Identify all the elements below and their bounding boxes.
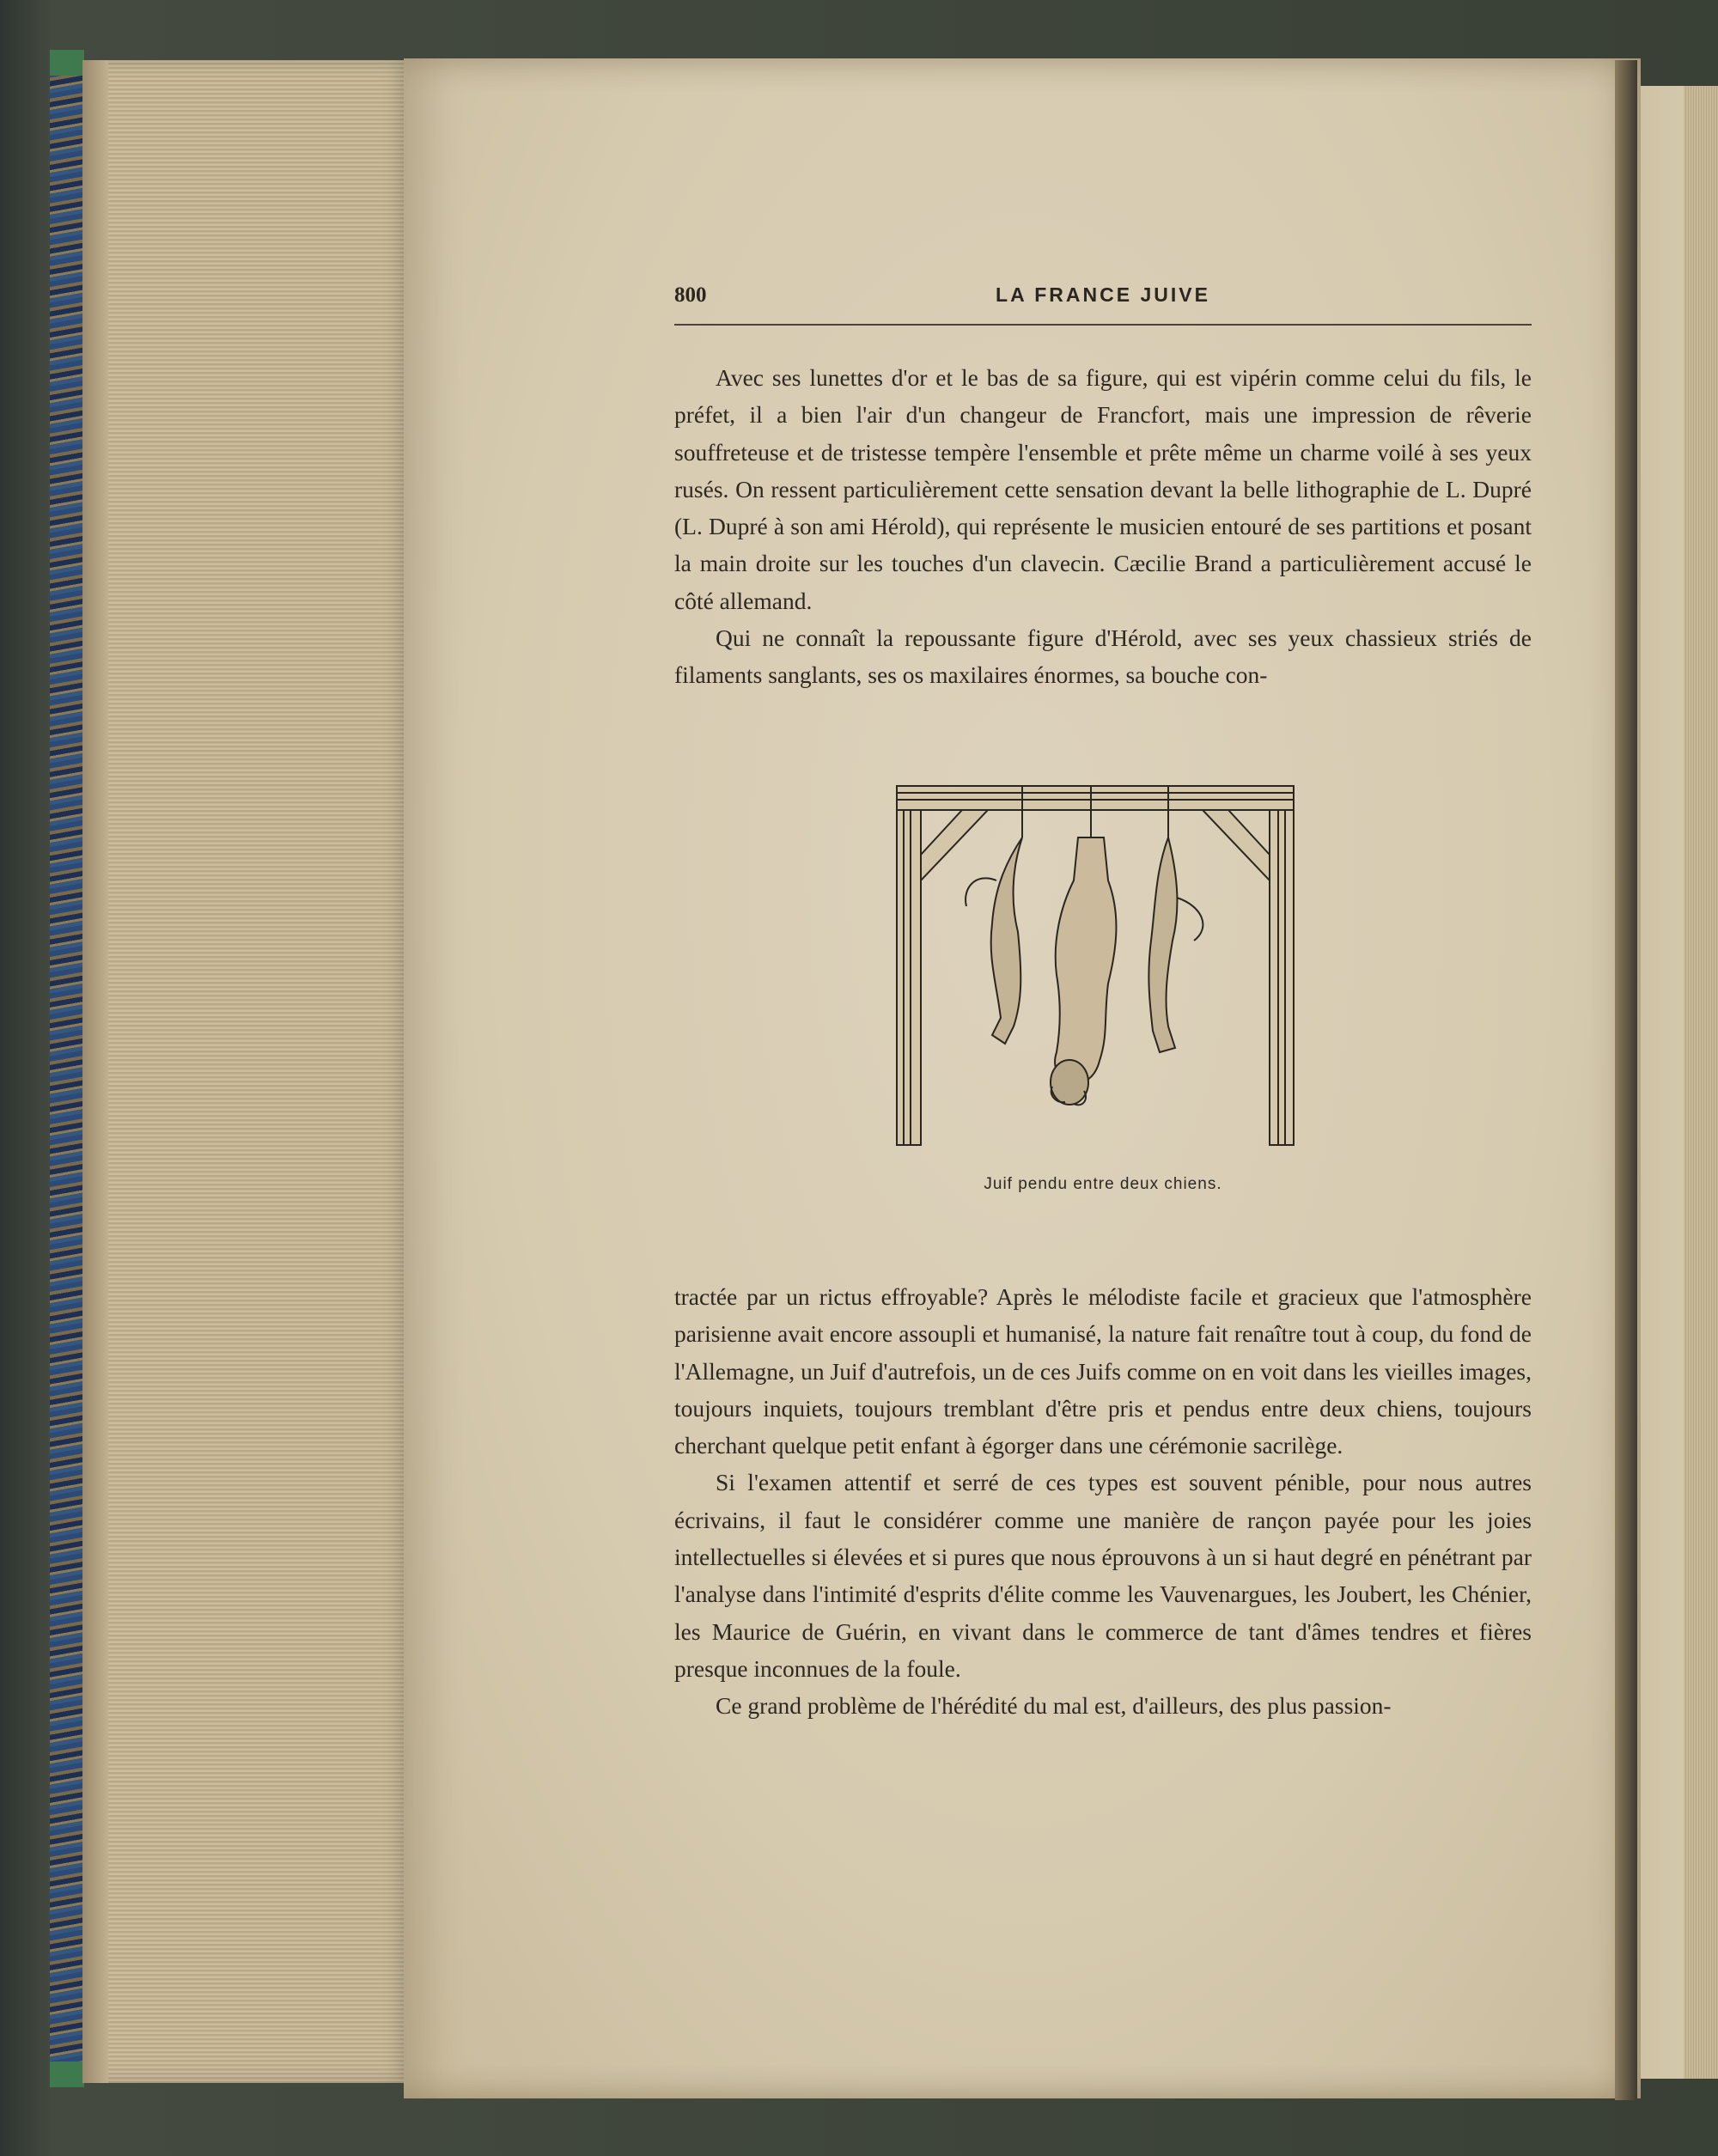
- engraving-illustration: [893, 777, 1297, 1147]
- header-rule: [674, 324, 1532, 326]
- paragraph: tractée par un rictus effroyable? Après le mélodiste facile et gracieux que l'atmosphère parisienne avait encore assoupli et humanisé, la nature fait renaître tout à coup, du fond de l'Allemagne, un Juif d'autrefois, un de ces Juifs comme on en voit dans les vieilles images, toujours inquiets, toujours tremblant d'être pris et pendus entre deux chiens, toujours cherchant quelque petit enfant à égorger dans une cérémonie sacrilège.: [674, 1283, 1532, 1459]
- running-title: LA FRANCE JUIVE: [996, 283, 1210, 306]
- paragraph: Ce grand problème de l'hérédité du mal est, d'ailleurs, des plus passion-: [716, 1692, 1392, 1720]
- paragraph: Avec ses lunettes d'or et le bas de sa figure, qui est vipérin comme celui du fils, le préfet, il a bien l'air d'un changeur de Francfort, mais une impression de rêverie souffreteuse et de tristesse tempère l'ensemble et prête même un charme voilé à ses yeux rusés. On ressent particulièrement cette sensation devant la belle lithographie de L. Dupré (L. Dupré à son ami Hérold), qui représente le musicien entouré de ses partitions et posant la main droite sur les touches d'un clavecin. Cæcilie Brand a particulièrement accusé le côté allemand.: [674, 364, 1532, 614]
- page-edges-shadow: [82, 60, 108, 2083]
- page-number: 800: [674, 283, 707, 307]
- cover-corner-bottom: [50, 2062, 84, 2087]
- facing-page-edges: [1684, 86, 1718, 2079]
- marbled-spine: [50, 52, 84, 2087]
- running-head: [674, 283, 1532, 318]
- cover-corner-top: [50, 50, 84, 76]
- page-edges-stack: [82, 60, 409, 2083]
- text-block-bottom: [674, 1278, 1532, 1725]
- paragraph: Qui ne connaît la repoussante figure d'Hérold, avec ses yeux chassieux striés de filaments sanglants, ses os maxilaires énormes, sa bouche con-: [674, 624, 1532, 689]
- book-gutter: [1615, 60, 1637, 2100]
- figure-caption: Juif pendu entre deux chiens.: [984, 1175, 1222, 1193]
- text-block-top: [674, 359, 1532, 694]
- paragraph: Si l'examen attentif et serré de ces types est souvent pénible, pour nous autres écrivains, il faut le considérer comme une manière de rançon payée pour les joies intellectuelles si élevées et si pures que nous éprouvons à un si haut degré en pénétrant par l'analyse dans l'intimité d'esprits d'élite comme les Vauvenargues, les Joubert, les Chénier, les Maurice de Guérin, en vivant dans le commerce de tant d'âmes tendres et fières presque inconnues de la foule.: [674, 1469, 1532, 1682]
